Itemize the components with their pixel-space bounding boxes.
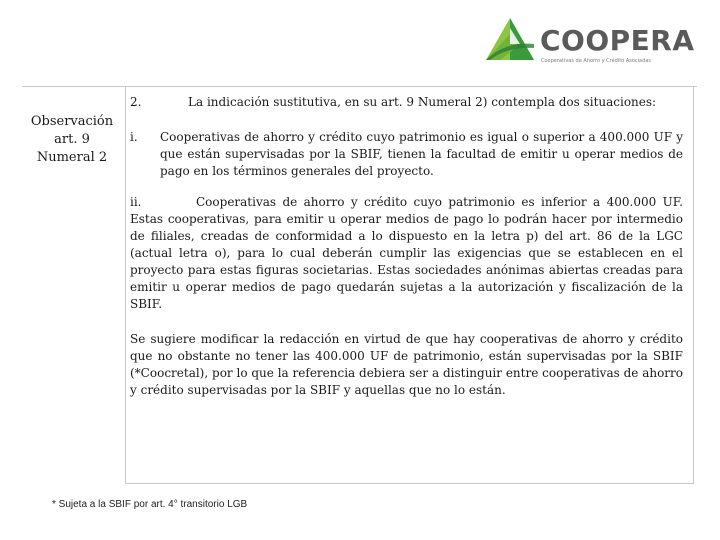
- item-i-text: Cooperativas de ahorro y crédito cuyo patrimonio es igual o superior a 400.000 UF y que están supervisadas por la SBIF, tienen la facultad de emitir u operar medios de pago en los términos generales del proyecto.: [160, 130, 683, 178]
- intro-number: 2.: [130, 95, 142, 109]
- table-top-border: [22, 86, 697, 87]
- brand-tagline: Cooperativas de Ahorro y Crédito Asociadas: [541, 58, 651, 64]
- item-ii-number: ii.: [130, 195, 142, 209]
- row-label-line-2: art. 9: [54, 132, 90, 147]
- table-right-border: [693, 86, 694, 484]
- item-ii-text: Cooperativas de ahorro y crédito cuyo patrimonio es inferior a 400.000 UF. Estas cooperativas, para emitir u operar medios de pago lo podrán hacer por intermedio de filiales, creadas de conformidad a lo dispuesto en la letra p) del art. 86 de la LGC (actual letra o), para lo cual deberán cumplir las exigencias que se establecen en el proyecto para estas figuras societarias. Estas sociedades anónimas abiertas creadas para emitir u operar medios de pago quedarán sujetas a la autorización y fiscalización de la SBIF.: [130, 195, 683, 311]
- item-i-number: i.: [130, 130, 138, 144]
- row-label-line-3: Numeral 2: [36, 150, 108, 165]
- intro-text: La indicación sustitutiva, en su art. 9 Numeral 2) contempla dos situaciones:: [188, 95, 657, 109]
- intro-paragraph: [130, 94, 683, 111]
- brand-name: COOPERA: [540, 24, 695, 57]
- suggestion-paragraph: Se sugiere modificar la redacción en virtud de que hay cooperativas de ahorro y crédito que no obstante no tener las 400.000 UF de patrimonio, están supervisadas por la SBIF (*Coocretal), por lo que la referencia debiera ser a distinguir entre cooperativas de ahorro y crédito supervisadas por la SBIF y aquellas que no lo están.: [130, 332, 683, 397]
- list-item-ii: [130, 194, 683, 313]
- footnote: * Sujeta a la SBIF por art. 4° transitorio LGB: [52, 499, 248, 510]
- observation-content: [130, 94, 683, 399]
- coopera-emblem-icon: [484, 14, 536, 66]
- table-column-divider: [125, 86, 126, 484]
- table-bottom-border: [125, 483, 694, 484]
- row-label: [22, 113, 122, 167]
- list-item-i: [130, 129, 683, 180]
- coopera-logo: [484, 14, 695, 74]
- row-label-line-1: Observación: [30, 114, 114, 129]
